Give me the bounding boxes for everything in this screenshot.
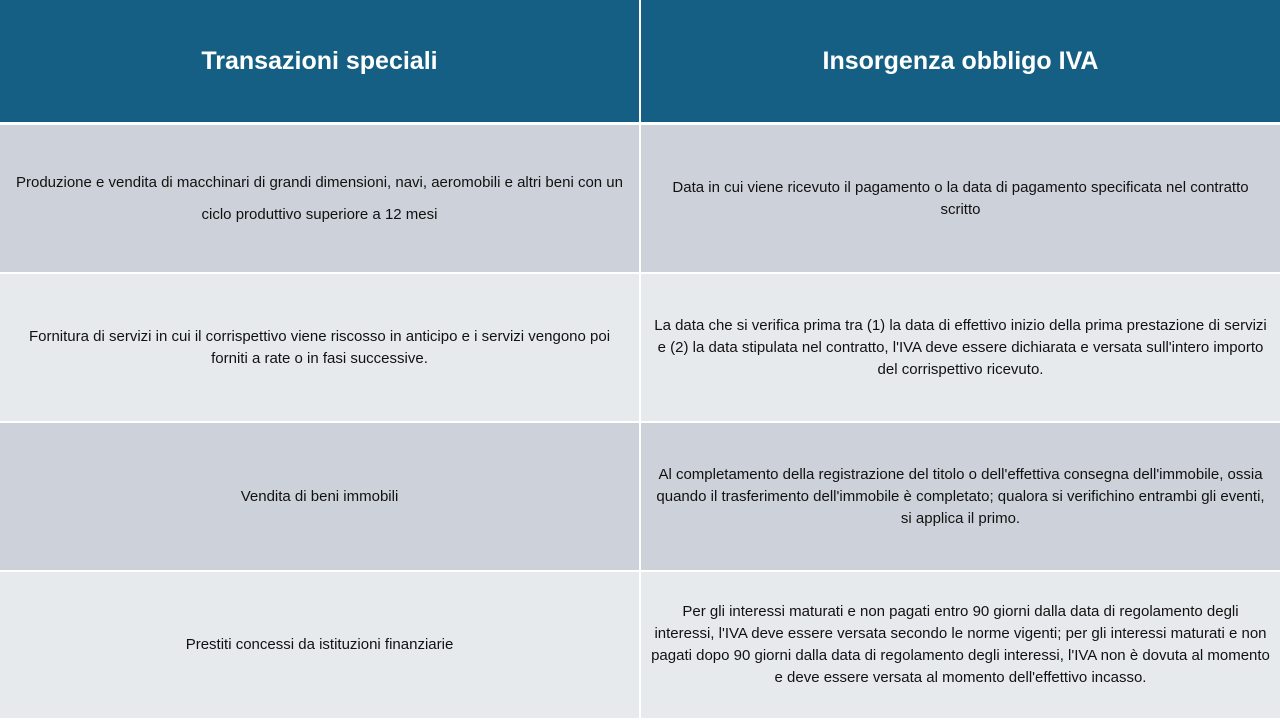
vat-obligation-cell: Al completamento della registrazione del titolo o dell'effettiva consegna dell'immobile, ossia quando il trasferimento dell'immobile è completato; qualora si verifichino entrambi gli eventi, si applica il primo. — [640, 422, 1280, 571]
header-special-transactions: Transazioni speciali — [0, 0, 640, 124]
vat-obligation-cell: Per gli interessi maturati e non pagati entro 90 giorni dalla data di regolamento degli interessi, l'IVA deve essere versata secondo le norme vigenti; per gli interessi maturati e non pagati dopo 90 giorni dalla data di regolamento degli interessi, l'IVA non è dovuta al momento e deve essere versata al momento dell'effettivo incasso. — [640, 571, 1280, 719]
table-header-row — [0, 0, 1280, 124]
table-row — [0, 571, 1280, 719]
vat-obligation-cell: La data che si verifica prima tra (1) la data di effettivo inizio della prima prestazione di servizi e (2) la data stipulata nel contratto, l'IVA deve essere dichiarata e versata sull'intero importo del corrispettivo ricevuto. — [640, 273, 1280, 422]
transaction-cell: Fornitura di servizi in cui il corrispettivo viene riscosso in anticipo e i servizi vengono poi forniti a rate o in fasi successive. — [0, 273, 640, 422]
header-vat-obligation: Insorgenza obbligo IVA — [640, 0, 1280, 124]
table-row — [0, 422, 1280, 571]
transaction-cell: Prestiti concessi da istituzioni finanziarie — [0, 571, 640, 719]
transaction-text: Produzione e vendita di macchinari di grandi dimensioni, navi, aeromobili e altri beni con un ciclo produttivo superiore a 12 mesi — [15, 173, 623, 223]
transaction-cell: Vendita di beni immobili — [0, 422, 640, 571]
vat-obligation-cell: Data in cui viene ricevuto il pagamento o la data di pagamento specificata nel contratto scritto — [640, 124, 1280, 274]
table-row — [0, 124, 1280, 274]
transaction-cell — [0, 124, 640, 274]
table-row — [0, 273, 1280, 422]
